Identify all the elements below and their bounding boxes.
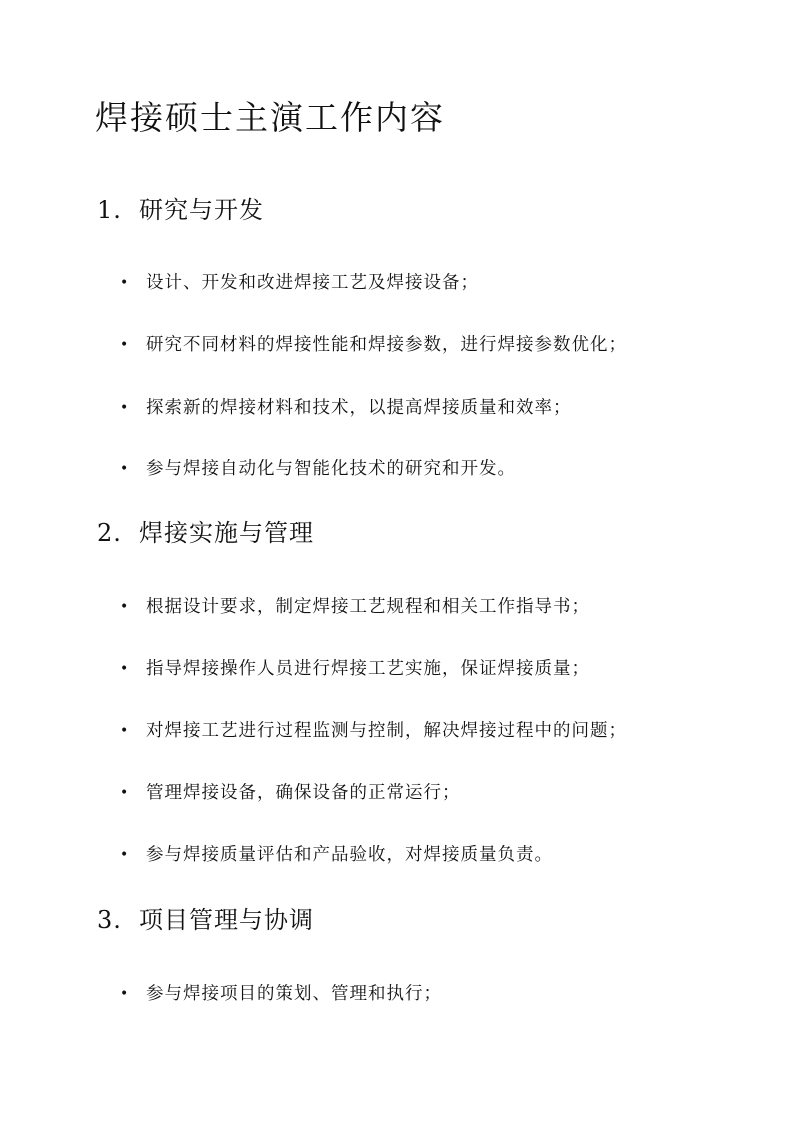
bullet-icon: • [120, 461, 130, 477]
list-item-text: 参与焊接自动化与智能化技术的研究和开发。 [146, 459, 516, 479]
list-item [120, 657, 590, 681]
section-title: 研究与开发 [139, 196, 264, 224]
list-item [120, 271, 479, 295]
list-item [120, 719, 627, 743]
list-item-text: 参与焊接项目的策划、管理和执行； [146, 984, 442, 1004]
page-title: 焊接硕士主演工作内容 [95, 98, 445, 137]
bullet-icon: • [120, 723, 130, 739]
list-item [120, 781, 461, 805]
list-item-text: 管理焊接设备，确保设备的正常运行； [146, 783, 461, 803]
section-title: 项目管理与协调 [139, 906, 314, 934]
list-item [120, 457, 516, 481]
list-item-text: 研究不同材料的焊接性能和焊接参数，进行焊接参数优化； [146, 335, 627, 355]
bullet-icon: • [120, 337, 130, 353]
list-item-text: 指导焊接操作人员进行焊接工艺实施，保证焊接质量； [146, 659, 590, 679]
bullet-icon: • [120, 400, 130, 416]
list-item-text: 探索新的焊接材料和技术，以提高焊接质量和效率； [146, 398, 572, 418]
section-heading-3 [97, 904, 314, 936]
list-item [120, 396, 572, 420]
list-item [120, 333, 627, 357]
section-number: 3. [97, 906, 122, 934]
section-heading-1 [97, 194, 264, 226]
list-item [120, 982, 442, 1006]
bullet-icon: • [120, 785, 130, 801]
list-item-text: 设计、开发和改进焊接工艺及焊接设备； [146, 273, 479, 293]
bullet-icon: • [120, 275, 130, 291]
list-item-text: 参与焊接质量评估和产品验收，对焊接质量负责。 [146, 845, 553, 865]
bullet-icon: • [120, 986, 130, 1002]
list-item [120, 595, 590, 619]
bullet-icon: • [120, 847, 130, 863]
bullet-icon: • [120, 599, 130, 615]
list-item [120, 843, 553, 867]
section-heading-2 [97, 517, 314, 549]
list-item-text: 根据设计要求，制定焊接工艺规程和相关工作指导书； [146, 597, 590, 617]
list-item-text: 对焊接工艺进行过程监测与控制，解决焊接过程中的问题； [146, 721, 627, 741]
section-number: 2. [97, 519, 122, 547]
section-number: 1. [97, 196, 122, 224]
bullet-icon: • [120, 661, 130, 677]
section-title: 焊接实施与管理 [139, 519, 314, 547]
